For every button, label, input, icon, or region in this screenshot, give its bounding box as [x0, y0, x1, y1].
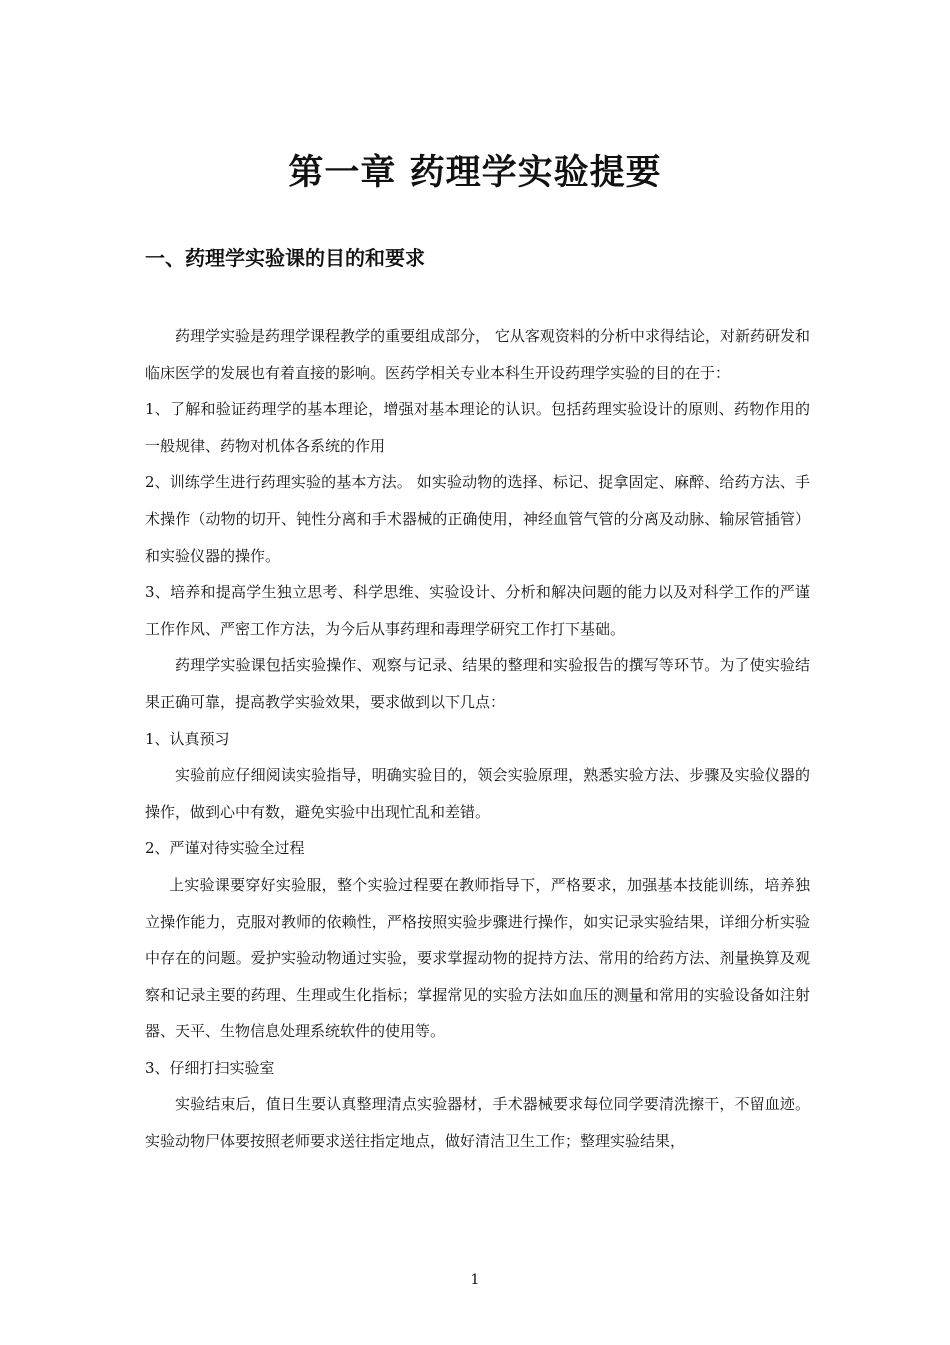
intro-paragraph: 药理学实验是药理学课程教学的重要组成部分， 它从客观资料的分析中求得结论，对新药研发和临床医学的发展也有着直接的影响。医药学相关专业本科生开设药理学实验的目的在于：	[145, 327, 810, 382]
requirement-heading-1: 1、认真预习	[145, 729, 230, 748]
goal-item-2: 2、训练学生进行药理实验的基本方法。 如实验动物的选择、标记、捉拿固定、麻醉、给药方法、手术操作（动物的切开、钝性分离和手术器械的正确使用，神经血管气管的分离及动脉、输尿管插管）和实验仪器的操作。	[145, 473, 810, 565]
section-heading: 一、药理学实验课的目的和要求	[145, 246, 425, 270]
requirement-heading-3: 3、仔细打扫实验室	[145, 1058, 275, 1077]
chapter-title: 第一章 药理学实验提要	[288, 152, 662, 193]
requirement-text-3: 实验结束后，值日生要认真整理清点实验器材，手术器械要求每位同学要清洗擦干，不留血迹。实验动物尸体要按照老师要求送往指定地点，做好清洁卫生工作；整理实验结果，	[145, 1095, 810, 1151]
requirement-heading-2: 2、严谨对待实验全过程	[145, 839, 305, 858]
document-body	[145, 318, 810, 1160]
goal-item-3: 3、培养和提高学生独立思考、科学思维、实验设计、分析和解决问题的能力以及对科学工作的严谨工作作风、严密工作方法，为今后从事药理和毒理学研究工作打下基础。	[145, 583, 810, 638]
requirement-text-2: 上实验课要穿好实验服，整个实验过程要在教师指导下，严格要求，加强基本技能训练，培养独立操作能力，克服对教师的依赖性，严格按照实验步骤进行操作，如实记录实验结果，详细分析实验中存在的问题。爱护实验动物通过实验，要求掌握动物的捉持方法、常用的给药方法、剂量换算及观察和记录主要的药理、生理或生化指标；掌握常见的实验方法如血压的测量和常用的实验设备如注射器、天平、生物信息处理系统软件的使用等。	[145, 875, 810, 1041]
requirement-text-1: 实验前应仔细阅读实验指导，明确实验目的，领会实验原理，熟悉实验方法、步骤及实验仪器的操作，做到心中有数，避免实验中出现忙乱和差错。	[145, 766, 810, 821]
goal-item-1: 1、了解和验证药理学的基本理论，增强对基本理论的认识。包括药理实验设计的原则、药物作用的一般规律、药物对机体各系统的作用	[145, 400, 810, 455]
requirements-intro-paragraph: 药理学实验课包括实验操作、观察与记录、结果的整理和实验报告的撰写等环节。为了使实验结果正确可靠，提高教学实验效果，要求做到以下几点：	[145, 656, 810, 711]
page-number: 1	[470, 1272, 480, 1288]
